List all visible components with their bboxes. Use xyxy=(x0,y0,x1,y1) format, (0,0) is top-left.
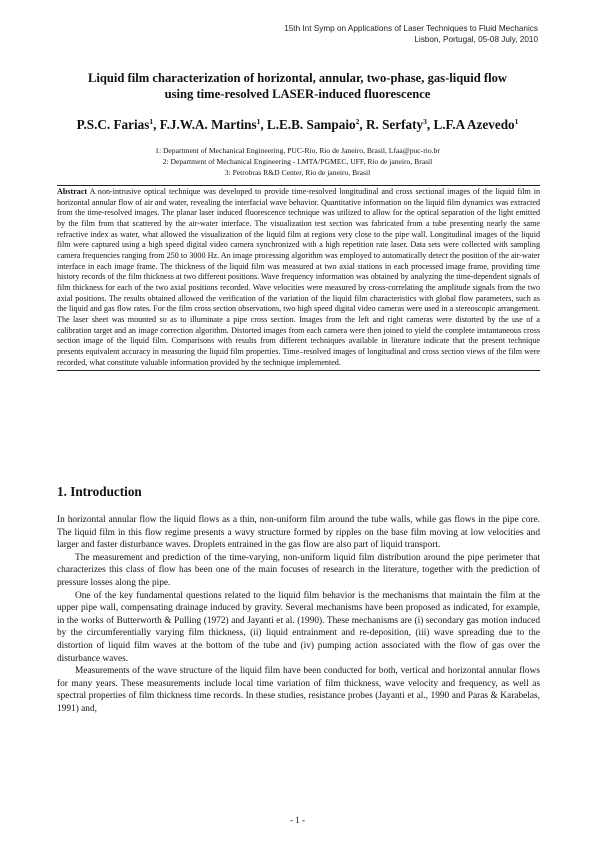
author-name: F.J.W.A. Martins xyxy=(159,117,257,132)
author xyxy=(366,117,433,132)
section-heading: 1. Introduction xyxy=(57,484,142,499)
conference-name: 15th Int Symp on Applications of Laser Techniques to Fluid Mechanics xyxy=(284,24,538,33)
abstract-label: Abstract xyxy=(57,187,88,196)
conference-header xyxy=(284,23,538,45)
abstract xyxy=(57,185,540,371)
paragraph: Measurements of the wave structure of the liquid film have been conducted for both, vertical and horizontal annular flows for many years. These measurements include local time variation of film thickness, wave velocity and frequency, as well as spectral properties of film thickness time records. In these studies, resistance probes (Jayanti et al., 1990 and Paras & Karabelas, 1991) and, xyxy=(57,666,540,714)
affiliation: 2: Department of Mechanical Engineering - LMTA/PGMEC, UFF, Rio de janeiro, Brasil xyxy=(162,157,433,166)
author-name: P.S.C. Farias xyxy=(76,117,150,132)
author-affiliation-mark: 1 xyxy=(514,117,519,126)
author-separator: , xyxy=(426,117,434,132)
affiliation-list xyxy=(40,145,555,178)
author-affiliation-mark: 3 xyxy=(423,117,427,126)
author xyxy=(160,117,267,132)
affiliation: 1: Department of Mechanical Engineering, PUC-Rio, Rio de Janeiro, Brasil, Lfaa@puc-rio.br xyxy=(155,146,440,155)
author xyxy=(433,117,518,132)
page-number: - 1 - xyxy=(290,815,305,825)
conference-location-date: Lisbon, Portugal, 05-08 July, 2010 xyxy=(414,35,538,44)
body-text xyxy=(57,514,540,716)
author xyxy=(77,117,160,132)
author-list xyxy=(40,116,555,134)
author xyxy=(267,117,366,132)
author-name: L.E.B. Sampaio xyxy=(266,117,356,132)
paragraph: One of the key fundamental questions related to the liquid film behavior is the mechanisms that maintain the film at the upper pipe wall, compensating drainage induced by gravity. Several mechanisms have been proposed as indicated, for example, in the works of Butterworth & Pulling (1972) and Jayanti et al. (1990). These mechanisms are (i) secondary gas motion induced by the circumferentially varying film thickness, (ii) liquid entrainment and re-deposition, (iii) wave spreading due to the distortion of liquid film waves at the bottom of the tube and (iv) pumping action associated with the flow of gas over the disturbance waves. xyxy=(57,590,540,664)
author-separator: , xyxy=(153,117,160,132)
affiliation: 3: Petrobras R&D Center, Rio de janeiro, Brasil xyxy=(224,168,371,177)
abstract-text: A non-intrusive optical technique was developed to provide time-resolved longitudinal and cross sectional images of the liquid film in horizontal annular flow of air and water, revealing the interfacial wave behavior. Quantitative information on the liquid film dynamics was extracted from the time-resolved images. The planar laser induced fluorescence technique was utilized to allow for the optical separation of the light emitted by the film from that scattered by the air-water interface. The visualization test section was fabricated from a tube presenting nearly the same refractive index as water, what allowed the visualization of the liquid film at regions very close to the pipe wall. Longitudinal images of the liquid film were captured using a high speed digital video camera synchronized with a high repetition rate laser. Data sets were collected with sampling camera frequencies ranging from 250 to 3000 Hz. An image processing algorithm was employed to automatically detect the position of the air-water interface in each image frame. The thickness of the liquid film was measured at two axial stations in each processed image frame, providing time history records of the film thickness at two different positions. Wave frequency information was obtained by analyzing the time-dependent signals of film thickness for each of the two axial positions recorded. Wave velocities were measured by cross-correlating the amplitude signals from the two axial positions. The results obtained allowed the verification of the variation of the liquid film characteristics with global flow parameters, such as the liquid and gas flow rates. For the film cross section observations, two high speed digital video cameras were used in a stereoscopic arrangement. The laser sheet was mounted so as to illuminate a pipe cross section. Images from the left and right cameras were distorted by the use of a calibration target and an image correction algorithm. Distorted images from each camera were then joined to yield the complete instantaneous cross section image of the liquid film. Comparisons with results from different techniques available in literature indicate that the present technique presents equivalent accuracy in measuring the liquid film properties. Time–resolved images of longitudinal and cross section views of the film were recorded, what constitute valuable information provided by the technique implemented. xyxy=(57,187,540,367)
author-affiliation-mark: 2 xyxy=(355,117,360,126)
author-affiliation-mark: 1 xyxy=(149,117,154,126)
paragraph: In horizontal annular flow the liquid flows as a thin, non-uniform film around the tube walls, while gas flows in the pipe core. The liquid film in this flow regime presents a wavy structure formed by ripples on the base film moving at low velocities and larger and faster disturbance waves. Droplets entrained in the gas flow are also part of liquid transport. xyxy=(57,515,540,551)
author-separator: , xyxy=(260,117,267,132)
paper-title xyxy=(40,70,555,102)
author-affiliation-mark: 1 xyxy=(256,117,261,126)
author-separator: , xyxy=(359,117,366,132)
author-name: L.F.A Azevedo xyxy=(433,117,515,132)
paper-title-line-1: Liquid film characterization of horizontal, annular, two-phase, gas-liquid flow xyxy=(88,71,507,85)
paper-title-line-2: using time-resolved LASER-induced fluorescence xyxy=(164,87,431,101)
paragraph: The measurement and prediction of the time-varying, non-uniform liquid film distribution around the pipe perimeter that characterizes this class of flow has been one of the main focuses of research in the literature, together with the prediction of pressure losses along the pipe. xyxy=(57,552,540,588)
author-name: R. Serfaty xyxy=(365,117,424,132)
